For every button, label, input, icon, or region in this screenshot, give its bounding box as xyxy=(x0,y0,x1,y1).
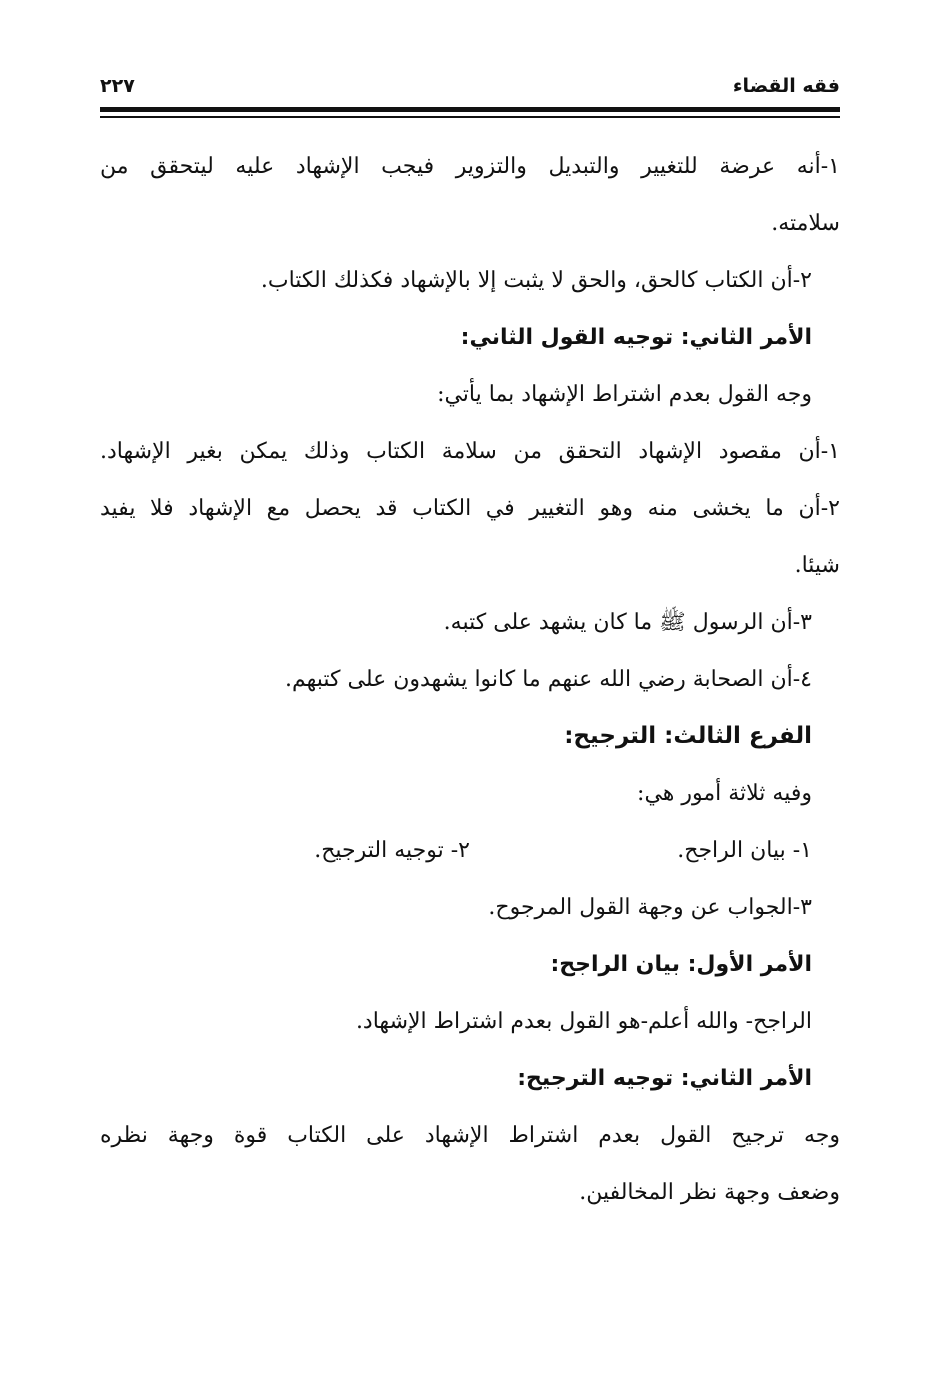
paragraph-line: وضعف وجهة نظر المخالفين. xyxy=(579,1180,840,1205)
paragraph-line: ١-أن مقصود الإشهاد التحقق من سلامة الكتاب وذلك يمكن بغير الإشهاد. xyxy=(100,439,840,464)
section-heading: الأمر الأول: بيان الراجح: xyxy=(550,952,812,977)
section-heading: الفرع الثالث: الترجيح: xyxy=(564,723,812,749)
list-item: ٢- توجيه الترجيح. xyxy=(314,838,470,863)
paragraph-line: وجه ترجيح القول بعدم اشتراط الإشهاد على الكتاب قوة وجهة نظره xyxy=(100,1123,840,1148)
paragraph-line: ١-أنه عرضة للتغيير والتبديل والتزوير فيجب الإشهاد عليه ليتحقق من xyxy=(100,154,840,179)
paragraph-line: سلامته. xyxy=(771,211,840,236)
header-rule-thin xyxy=(100,116,840,118)
page-number: ٢٢٧ xyxy=(100,75,135,97)
list-item: ٣-الجواب عن وجهة القول المرجوح. xyxy=(488,895,812,920)
header-rule-thick xyxy=(100,107,840,112)
paragraph-line: شيئا. xyxy=(794,553,840,578)
section-heading: الأمر الثاني: توجيه القول الثاني: xyxy=(460,325,812,350)
paragraph-line: وفيه ثلاثة أمور هي: xyxy=(637,781,812,806)
page-header xyxy=(100,75,840,105)
book-title: فقه القضاء xyxy=(732,75,840,97)
paragraph-line: ٣-أن الرسول ﷺ ما كان يشهد على كتبه. xyxy=(443,610,812,635)
list-row xyxy=(100,822,840,879)
list-item: ١- بيان الراجح. xyxy=(677,838,812,863)
page-body xyxy=(100,138,840,1221)
paragraph-line: الراجح- والله أعلم-هو القول بعدم اشتراط الإشهاد. xyxy=(355,1009,812,1034)
paragraph-line: ٢-أن ما يخشى منه وهو التغيير في الكتاب قد يحصل مع الإشهاد فلا يفيد xyxy=(100,496,840,521)
paragraph-line: ٢-أن الكتاب كالحق، والحق لا يثبت إلا بالإشهاد فكذلك الكتاب. xyxy=(260,268,812,293)
paragraph-line: ٤-أن الصحابة رضي الله عنهم ما كانوا يشهدون على كتبهم. xyxy=(284,667,812,692)
paragraph-line: وجه القول بعدم اشتراط الإشهاد بما يأتي: xyxy=(437,382,812,407)
section-heading: الأمر الثاني: توجيه الترجيح: xyxy=(517,1066,812,1091)
